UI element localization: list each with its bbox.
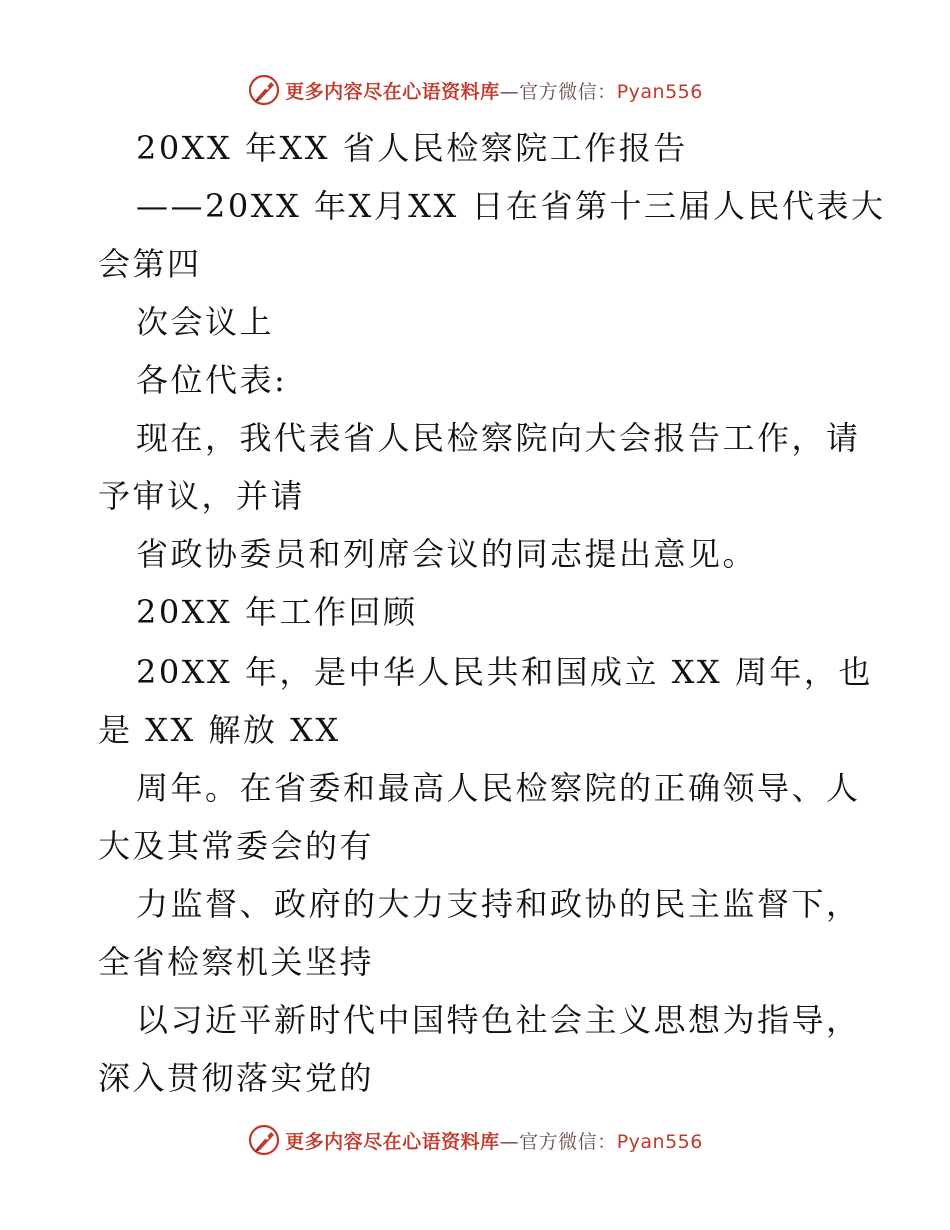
banner-dash: —: [499, 80, 520, 103]
document-line: 会第四: [98, 245, 202, 283]
quill-pen-logo-icon: [247, 1123, 281, 1157]
banner-wechat-id: Pyan556: [616, 80, 703, 103]
document-line: 是 XX 解放 XX: [98, 711, 341, 749]
document-line: 次会议上: [136, 303, 275, 341]
document-subtitle: ——20XX 年X月XX 日在省第十三届人民代表大: [136, 187, 886, 225]
document-line: 20XX 年，是中华人民共和国成立 XX 周年，也: [136, 653, 873, 691]
section-heading: 20XX 年工作回顾: [136, 593, 418, 631]
document-line: 大及其常委会的有: [98, 827, 375, 865]
quill-pen-logo-icon: [247, 73, 281, 107]
document-line: 周年。在省委和最高人民检察院的正确领导、人: [136, 769, 861, 807]
salutation: 各位代表:: [136, 361, 288, 399]
header-banner: [0, 70, 950, 110]
footer-banner: [0, 1120, 950, 1160]
banner-wechat-id: Pyan556: [616, 1130, 703, 1153]
document-line: 予审议，并请: [98, 477, 306, 515]
banner-wechat-label: 官方微信：: [519, 1130, 617, 1153]
document-title: 20XX 年XX 省人民检察院工作报告: [136, 129, 688, 167]
banner-wechat-label: 官方微信：: [519, 80, 617, 103]
document-line: 省政协委员和列席会议的同志提出意见。: [136, 535, 758, 573]
document-line: 深入贯彻落实党的: [98, 1059, 375, 1097]
banner-title: 更多内容尽在心语资料库: [285, 80, 500, 103]
banner-dash: —: [499, 1130, 520, 1153]
document-line: 现在，我代表省人民检察院向大会报告工作，请: [136, 419, 861, 457]
banner-text: [285, 1127, 703, 1154]
banner-title: 更多内容尽在心语资料库: [285, 1130, 500, 1153]
document-line: 力监督、政府的大力支持和政协的民主监督下，: [136, 885, 861, 923]
document-line: 全省检察机关坚持: [98, 943, 375, 981]
document-line: 以习近平新时代中国特色社会主义思想为指导，: [136, 1001, 861, 1039]
banner-text: [285, 77, 703, 104]
